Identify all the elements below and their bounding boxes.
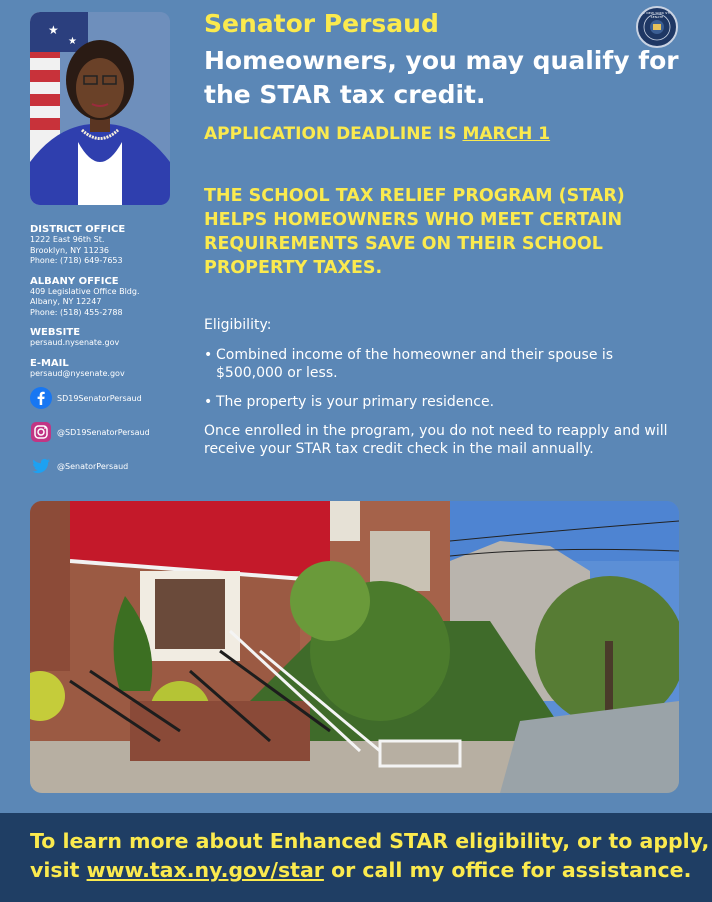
svg-text:★: ★ — [48, 23, 59, 37]
eligibility-criterion: • The property is your primary residence. — [204, 393, 679, 411]
instagram-handle: @SD19SenatorPersaud — [57, 427, 150, 437]
eligibility-section — [204, 316, 679, 470]
deadline-date: MARCH 1 — [462, 124, 551, 144]
senator-portrait — [30, 12, 170, 205]
footer-call-text: or call my office for assistance. — [331, 858, 692, 882]
email-heading: E-MAIL — [30, 357, 69, 369]
svg-text:★: ★ — [68, 36, 77, 47]
deadline-prefix: APPLICATION DEADLINE IS — [204, 124, 457, 144]
ny-senate-seal — [636, 6, 678, 48]
footer-visit-text: visit — [30, 858, 80, 882]
social-instagram[interactable] — [30, 419, 195, 445]
contact-column — [30, 224, 195, 479]
rowhouse-street-photo — [30, 501, 679, 793]
seal-emblem-icon — [638, 8, 676, 46]
district-office-city-line: Brooklyn, NY 11236 — [30, 245, 109, 255]
eligibility-label: Eligibility: — [204, 317, 272, 333]
district-office-heading: DISTRICT OFFICE — [30, 224, 126, 235]
footer-cta — [0, 813, 712, 902]
eligibility-criterion: • Combined income of the homeowner and their spouse is $500,000 or less. — [204, 346, 679, 382]
application-deadline — [204, 124, 550, 144]
website-link[interactable]: persaud.nysenate.gov — [30, 338, 120, 347]
footer-line-1: To learn more about Enhanced STAR eligibility, or to apply, — [30, 829, 710, 853]
eligibility-list — [204, 346, 679, 411]
facebook-handle: SD19SenatorPersaud — [57, 393, 142, 403]
albany-office-address-line: 409 Legislative Office Bldg. — [30, 286, 140, 296]
page-headline: Homeowners, you may qualify for the STAR tax credit. — [204, 46, 679, 109]
albany-office-heading: ALBANY OFFICE — [30, 275, 119, 287]
district-office-phone[interactable]: Phone: (718) 649-7653 — [30, 256, 123, 265]
twitter-handle: @SenatorPersaud — [57, 461, 129, 471]
facebook-icon — [30, 387, 52, 409]
program-description: THE SCHOOL TAX RELIEF PROGRAM (STAR) HELPS HOMEOWNERS WHO MEET CERTAIN REQUIREMENTS SAVE ON THEIR SCHOOL PROPERTY TAXES. — [204, 186, 625, 278]
senator-name: Senator Persaud — [204, 9, 439, 38]
tax-website-link[interactable]: www.tax.ny.gov/star — [86, 858, 324, 882]
district-office-address-line: 1222 East 96th St. — [30, 235, 105, 244]
senator-portrait-image — [30, 12, 170, 205]
instagram-icon — [30, 421, 52, 443]
footer-line-2 — [30, 856, 712, 885]
social-twitter[interactable] — [30, 453, 195, 479]
rowhouse-street-image — [30, 501, 679, 793]
seal-text: THE NEW YORK STATE SENATE — [638, 11, 676, 19]
enrollment-note: Once enrolled in the program, you do not need to reapply and will receive your STAR tax credit check in the mail annually. — [204, 423, 668, 457]
website-heading: WEBSITE — [30, 327, 81, 338]
twitter-icon — [30, 455, 52, 477]
email-link[interactable]: persaud@nysenate.gov — [30, 368, 125, 378]
albany-office-phone[interactable]: Phone: (518) 455-2788 — [30, 307, 123, 317]
social-facebook[interactable] — [30, 385, 195, 411]
albany-office-city-line: Albany, NY 12247 — [30, 297, 102, 306]
